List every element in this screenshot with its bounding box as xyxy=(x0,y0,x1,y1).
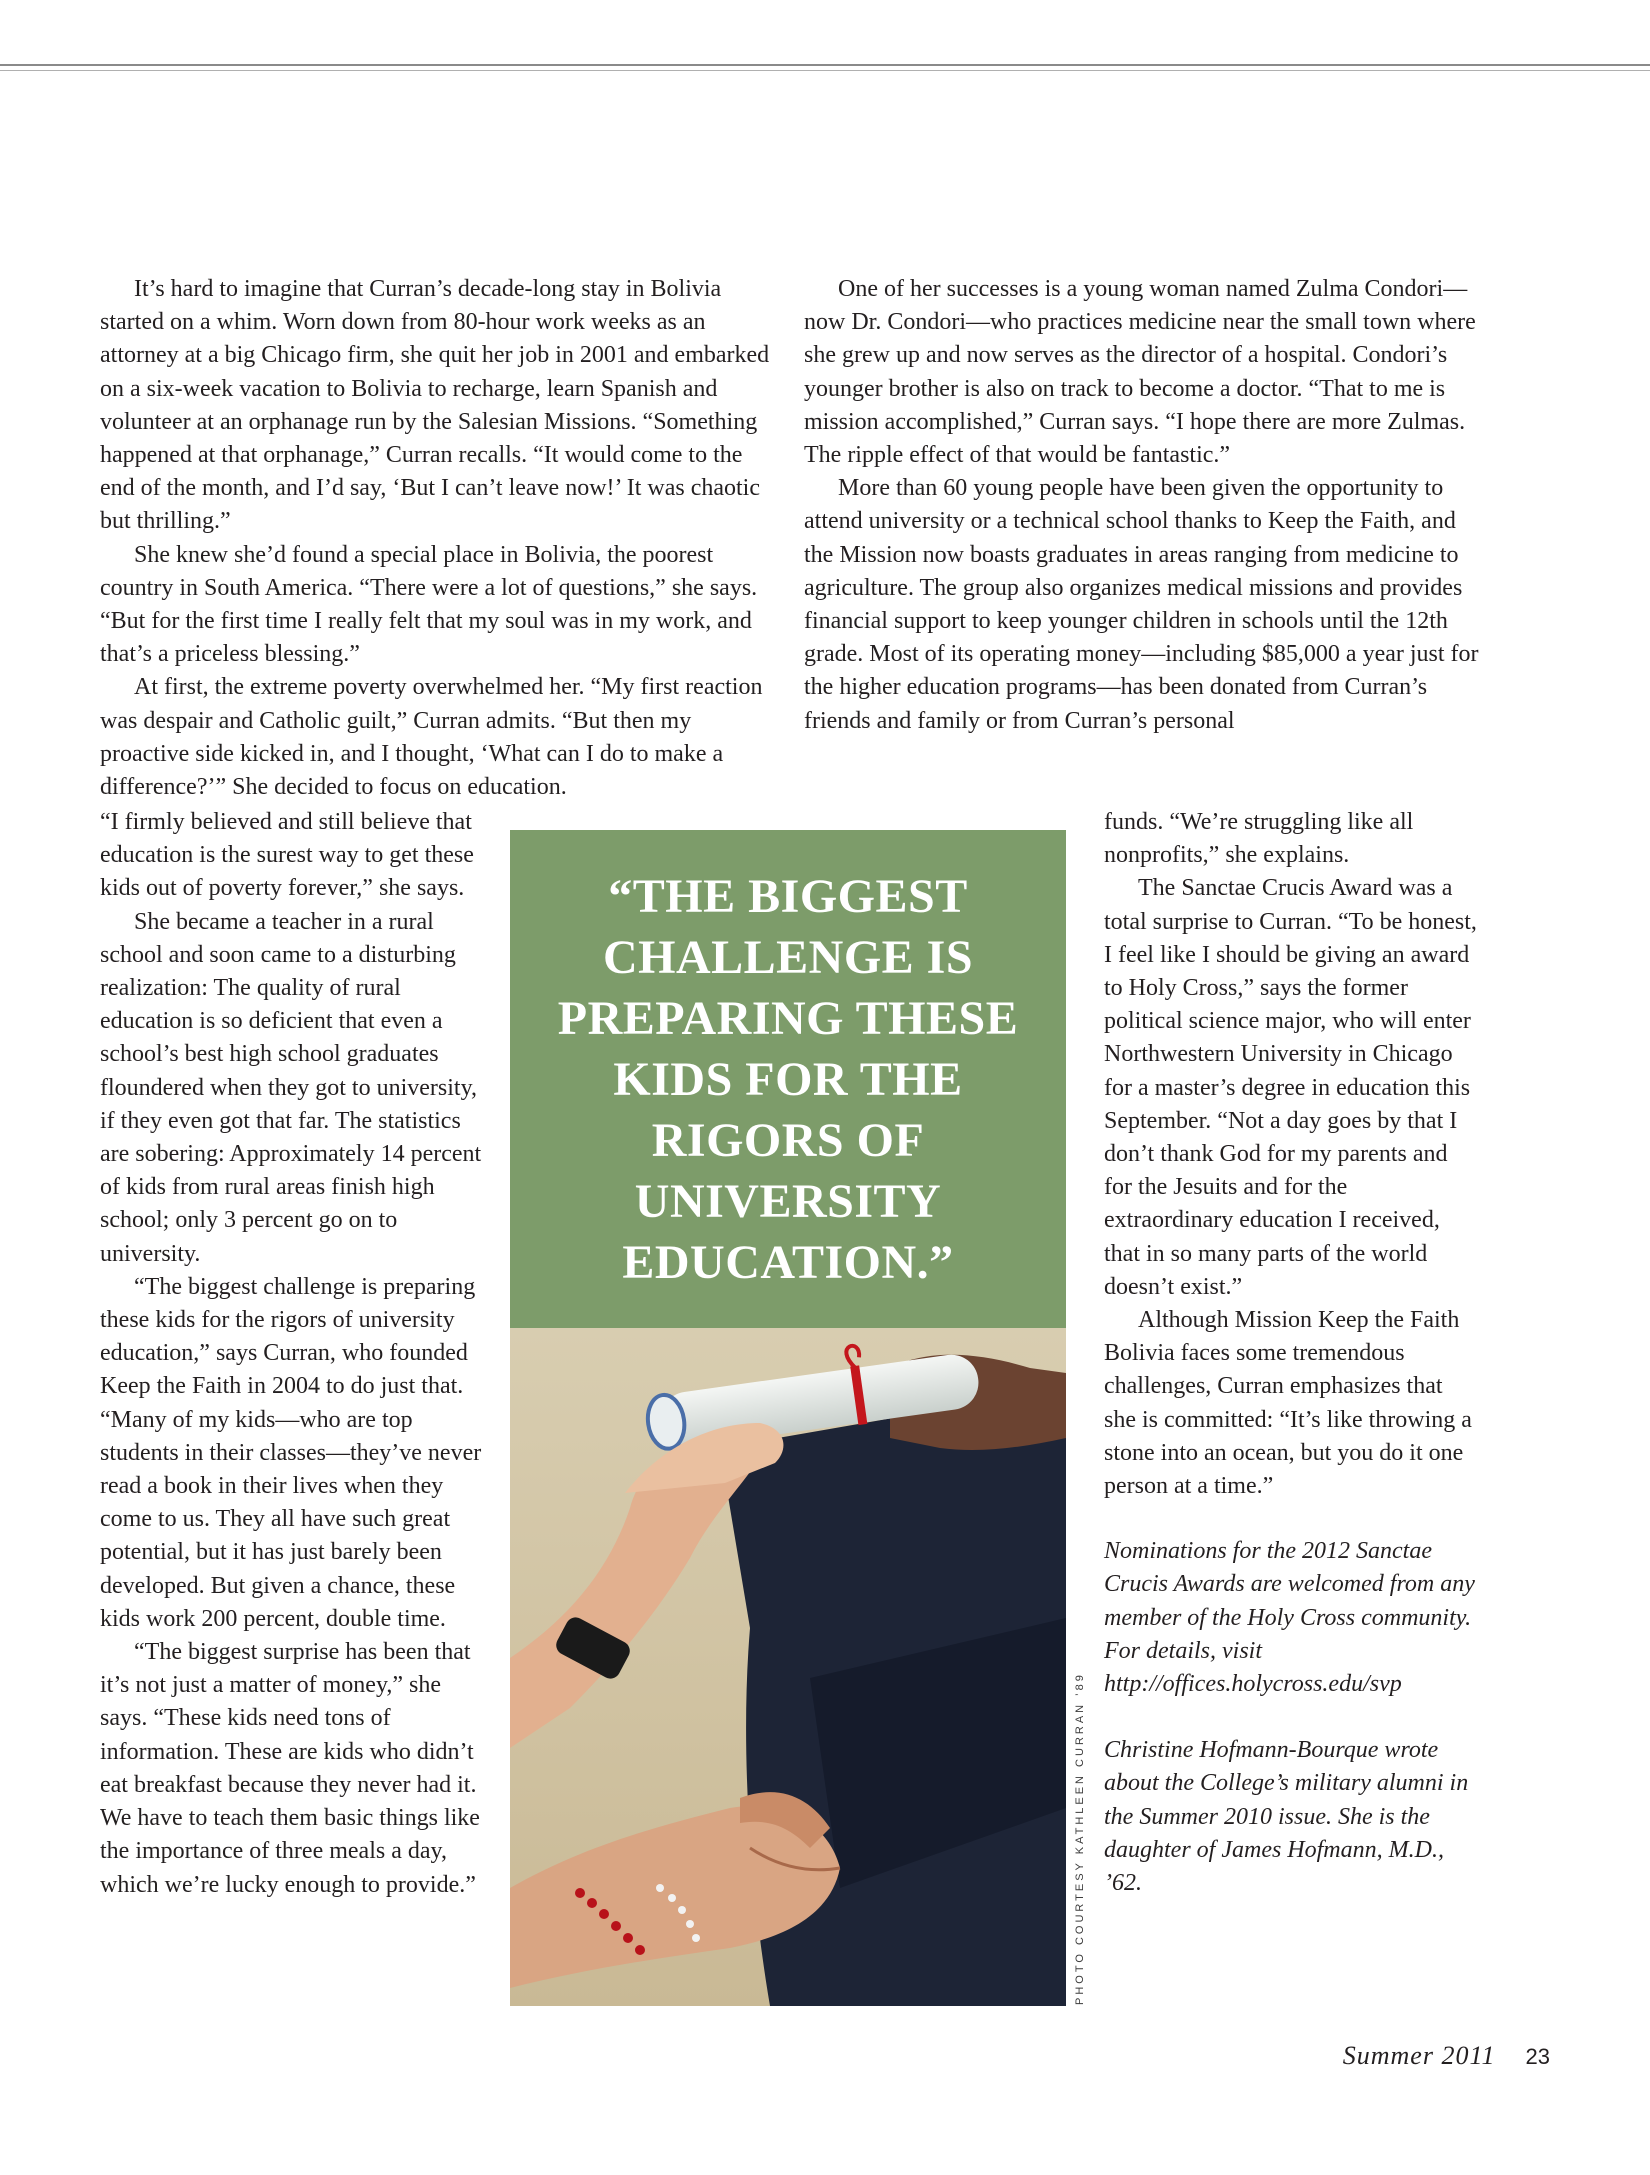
col2-narrow-paragraph-3: Although Mission Keep the Faith Bolivia faces some tremendous challenges, Curran emphasizes that she is committed: “It’s like throwing a stone into an ocean, but you do it one person at a time.” xyxy=(1104,1307,1472,1500)
col1-narrow-paragraph-2: She became a teacher in a rural school and soon came to a disturbing realization: The quality of rural education is so deficient that even a school’s best high school graduates floundered when they got to university, if they even got that far. The statistics are sobering: Approximately 14 percent of kids from rural areas finish high school; only 3 percent go on to university. xyxy=(100,908,482,1267)
col1-paragraph-1: It’s hard to imagine that Curran’s decade-long stay in Bolivia started on a whim. Worn down from 80-hour work weeks as an attorney at a big Chicago firm, she quit her job in 2001 and embarked on a six-week vacation to Bolivia to recharge, learn Spanish and volunteer at an orphanage run by the Salesian Missions. “Something happened at that orphanage,” Curran recalls. “It would come to the end of the month, and I’d say, ‘But I can’t leave now!’ It was chaotic but thrilling.” xyxy=(100,276,770,535)
magazine-issue: Summer 2011 xyxy=(1342,2041,1496,2070)
col2-narrow-paragraph-1: funds. “We’re struggling like all nonprofits,” she explains. xyxy=(1104,809,1414,869)
col1-paragraph-2: She knew she’d found a special place in Bolivia, the poorest country in South America. “There were a lot of questions,” she says. “But for the first time I really felt that my soul was in my work, and that’s a priceless blessing.” xyxy=(100,541,758,668)
pull-quote-box xyxy=(510,830,1066,1328)
header-rule-bottom xyxy=(0,70,1650,71)
author-note: Christine Hofmann-Bourque wrote about the College’s military alumni in the Summer 2010 issue. She is the daughter of James Hofmann, M.D., ’62. xyxy=(1104,1737,1469,1897)
page-number: 23 xyxy=(1525,2044,1550,2069)
column-2-top xyxy=(804,273,1484,738)
graduation-photo-illustration xyxy=(510,1328,1066,2006)
col2-paragraph-1: One of her successes is a young woman named Zulma Condori—now Dr. Condori—who practices medicine near the small town where she grew up and now serves as the director of a hospital. Condori’s younger brother is also on track to become a doctor. “That to me is mission accomplished,” Curran says. “I hope there are more Zulmas. The ripple effect of that would be fantastic.” xyxy=(804,276,1476,469)
pull-quote-text: “THE BIGGEST CHALLENGE IS PREPARING THESE KIDS FOR THE RIGORS OF UNIVERSITY EDUCATION.” xyxy=(557,869,1019,1289)
header-rule-top xyxy=(0,64,1650,66)
page-footer xyxy=(1343,2041,1550,2071)
col2-paragraph-2: More than 60 young people have been given the opportunity to attend university or a technical school thanks to Keep the Faith, and the Mission now boasts graduates in areas ranging from medicine to agriculture. The group also organizes medical missions and provides financial support to keep younger children in schools until the 12th grade. Most of its operating money—including $85,000 a year just for the higher education programs—has been donated from Curran’s friends and family or from Curran’s personal xyxy=(804,475,1479,734)
nominations-note: Nominations for the 2012 Sanctae Crucis Awards are welcomed from any member of the Holy Cross community. For details, visit http://offices.holycross.edu/svp xyxy=(1104,1538,1475,1698)
graduation-photo xyxy=(510,1328,1066,2006)
column-1-narrow xyxy=(100,806,492,1902)
column-2-narrow xyxy=(1104,806,1480,1900)
col1-narrow-paragraph-3: “The biggest challenge is preparing these kids for the rigors of university education,” says Curran, who founded Keep the Faith in 2004 to do just that. “Many of my kids—who are top students in their classes—they’ve never read a book in their lives when they come to us. They all have such great potential, but it has just barely been developed. But given a chance, these kids work 200 percent, double time. xyxy=(100,1273,482,1632)
col1-narrow-paragraph-4: “The biggest surprise has been that it’s not just a matter of money,” she says. “These kids need tons of information. These are kids who didn’t eat breakfast because they never had it. We have to teach them basic things like the importance of three meals a day, which we’re lucky enough to provide.” xyxy=(100,1639,480,1898)
photo-credit: PHOTO COURTESY KATHLEEN CURRAN ’89 xyxy=(1074,1672,1086,2005)
col2-narrow-paragraph-2: The Sanctae Crucis Award was a total surprise to Curran. “To be honest, I feel like I should be giving an award to Holy Cross,” says the former political science major, who will enter Northwestern University in Chicago for a master’s degree in education this September. “Not a day goes by that I don’t thank God for my parents and for the Jesuits and for the extraordinary education I received, that in so many parts of the world doesn’t exist.” xyxy=(1104,875,1477,1300)
column-1-top xyxy=(100,273,772,804)
col1-narrow-paragraph-1: “I firmly believed and still believe that education is the surest way to get these kids out of poverty forever,” she says. xyxy=(100,809,474,902)
col1-paragraph-3: At first, the extreme poverty overwhelmed her. “My first reaction was despair and Catholic guilt,” Curran admits. “But then my proactive side kicked in, and I thought, ‘What can I do to make a difference?’” She decided to focus on education. xyxy=(100,674,763,801)
